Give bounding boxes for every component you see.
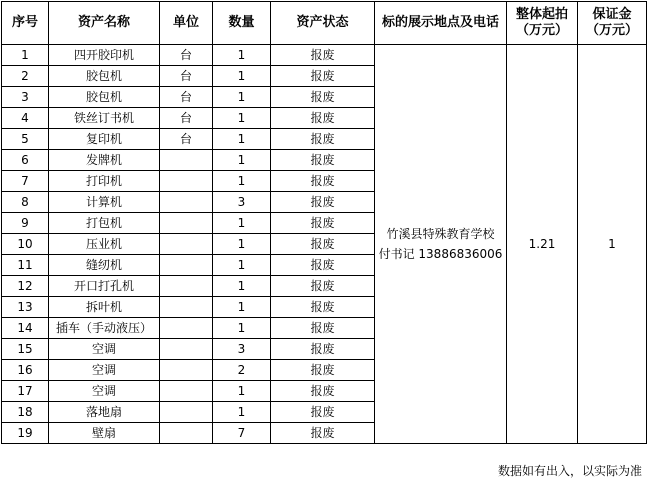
cell-unit (160, 150, 213, 171)
cell-seq: 5 (2, 129, 49, 150)
cell-unit (160, 318, 213, 339)
cell-status: 报废 (271, 276, 375, 297)
footer-note: 数据如有出入，以实际为准 (497, 464, 642, 478)
header-row (2, 2, 647, 45)
cell-unit (160, 276, 213, 297)
cell-seq: 10 (2, 234, 49, 255)
cell-unit: 台 (160, 108, 213, 129)
cell-status: 报废 (271, 234, 375, 255)
header-deposit (578, 2, 647, 45)
cell-seq: 12 (2, 276, 49, 297)
cell-status: 报废 (271, 150, 375, 171)
cell-seq: 6 (2, 150, 49, 171)
cell-seq: 14 (2, 318, 49, 339)
cell-unit (160, 192, 213, 213)
table-row (2, 45, 647, 66)
cell-unit: 台 (160, 45, 213, 66)
cell-seq: 15 (2, 339, 49, 360)
header-deposit-line2: （万元） (585, 23, 638, 38)
header-qty: 数量 (213, 2, 271, 45)
venue-cell (375, 45, 507, 444)
cell-qty: 1 (213, 381, 271, 402)
header-start-price-line2: （万元） (515, 23, 568, 38)
cell-unit (160, 360, 213, 381)
cell-name: 缝纫机 (49, 255, 160, 276)
cell-unit (160, 171, 213, 192)
cell-unit (160, 423, 213, 444)
cell-qty: 1 (213, 87, 271, 108)
cell-qty: 7 (213, 423, 271, 444)
asset-table-body (2, 45, 647, 444)
cell-seq: 16 (2, 360, 49, 381)
deposit-cell: 1 (578, 45, 647, 444)
cell-seq: 4 (2, 108, 49, 129)
cell-status: 报废 (271, 87, 375, 108)
cell-seq: 19 (2, 423, 49, 444)
cell-seq: 17 (2, 381, 49, 402)
cell-qty: 2 (213, 360, 271, 381)
cell-unit (160, 381, 213, 402)
cell-name: 复印机 (49, 129, 160, 150)
header-start-price-line1: 整体起拍 (515, 7, 568, 22)
cell-seq: 8 (2, 192, 49, 213)
cell-seq: 13 (2, 297, 49, 318)
cell-name: 胶包机 (49, 87, 160, 108)
cell-name: 落地扇 (49, 402, 160, 423)
cell-qty: 1 (213, 108, 271, 129)
cell-seq: 9 (2, 213, 49, 234)
cell-seq: 2 (2, 66, 49, 87)
cell-status: 报废 (271, 45, 375, 66)
cell-status: 报废 (271, 318, 375, 339)
cell-seq: 11 (2, 255, 49, 276)
cell-qty: 1 (213, 45, 271, 66)
cell-status: 报废 (271, 381, 375, 402)
cell-status: 报废 (271, 171, 375, 192)
cell-qty: 1 (213, 234, 271, 255)
cell-status: 报废 (271, 297, 375, 318)
cell-status: 报废 (271, 129, 375, 150)
cell-unit: 台 (160, 87, 213, 108)
header-start-price (507, 2, 578, 45)
cell-name: 开口打孔机 (49, 276, 160, 297)
cell-unit: 台 (160, 66, 213, 87)
cell-name: 壁扇 (49, 423, 160, 444)
cell-seq: 18 (2, 402, 49, 423)
cell-name: 铁丝订书机 (49, 108, 160, 129)
header-name: 资产名称 (49, 2, 160, 45)
asset-table (1, 1, 647, 444)
cell-status: 报废 (271, 360, 375, 381)
venue-contact-phone: 付书记 13886836006 (378, 247, 503, 261)
cell-seq: 3 (2, 87, 49, 108)
cell-seq: 7 (2, 171, 49, 192)
cell-qty: 1 (213, 66, 271, 87)
cell-name: 打包机 (49, 213, 160, 234)
cell-qty: 1 (213, 150, 271, 171)
cell-qty: 1 (213, 276, 271, 297)
header-status: 资产状态 (271, 2, 375, 45)
cell-status: 报废 (271, 339, 375, 360)
header-seq: 序号 (2, 2, 49, 45)
header-venue: 标的展示地点及电话 (375, 2, 507, 45)
cell-unit (160, 213, 213, 234)
cell-name: 压业机 (49, 234, 160, 255)
header-unit: 单位 (160, 2, 213, 45)
cell-status: 报废 (271, 213, 375, 234)
cell-qty: 1 (213, 402, 271, 423)
cell-unit (160, 255, 213, 276)
cell-qty: 1 (213, 213, 271, 234)
cell-name: 胶包机 (49, 66, 160, 87)
cell-unit: 台 (160, 129, 213, 150)
cell-name: 空调 (49, 339, 160, 360)
cell-status: 报废 (271, 423, 375, 444)
cell-qty: 1 (213, 297, 271, 318)
cell-status: 报废 (271, 108, 375, 129)
cell-status: 报废 (271, 66, 375, 87)
cell-name: 发牌机 (49, 150, 160, 171)
cell-unit (160, 339, 213, 360)
venue-school: 竹溪县特殊教育学校 (386, 227, 495, 241)
cell-name: 计算机 (49, 192, 160, 213)
cell-name: 空调 (49, 360, 160, 381)
cell-qty: 3 (213, 192, 271, 213)
cell-unit (160, 234, 213, 255)
cell-qty: 1 (213, 318, 271, 339)
cell-name: 空调 (49, 381, 160, 402)
start-price-cell: 1.21 (507, 45, 578, 444)
cell-name: 拆叶机 (49, 297, 160, 318)
cell-qty: 1 (213, 255, 271, 276)
cell-unit (160, 402, 213, 423)
cell-status: 报废 (271, 255, 375, 276)
cell-qty: 3 (213, 339, 271, 360)
cell-name: 插车（手动液压） (49, 318, 160, 339)
cell-name: 四开胶印机 (49, 45, 160, 66)
header-deposit-line1: 保证金 (592, 7, 632, 22)
cell-qty: 1 (213, 171, 271, 192)
cell-unit (160, 297, 213, 318)
cell-qty: 1 (213, 129, 271, 150)
cell-status: 报废 (271, 402, 375, 423)
cell-seq: 1 (2, 45, 49, 66)
cell-status: 报废 (271, 192, 375, 213)
cell-name: 打印机 (49, 171, 160, 192)
